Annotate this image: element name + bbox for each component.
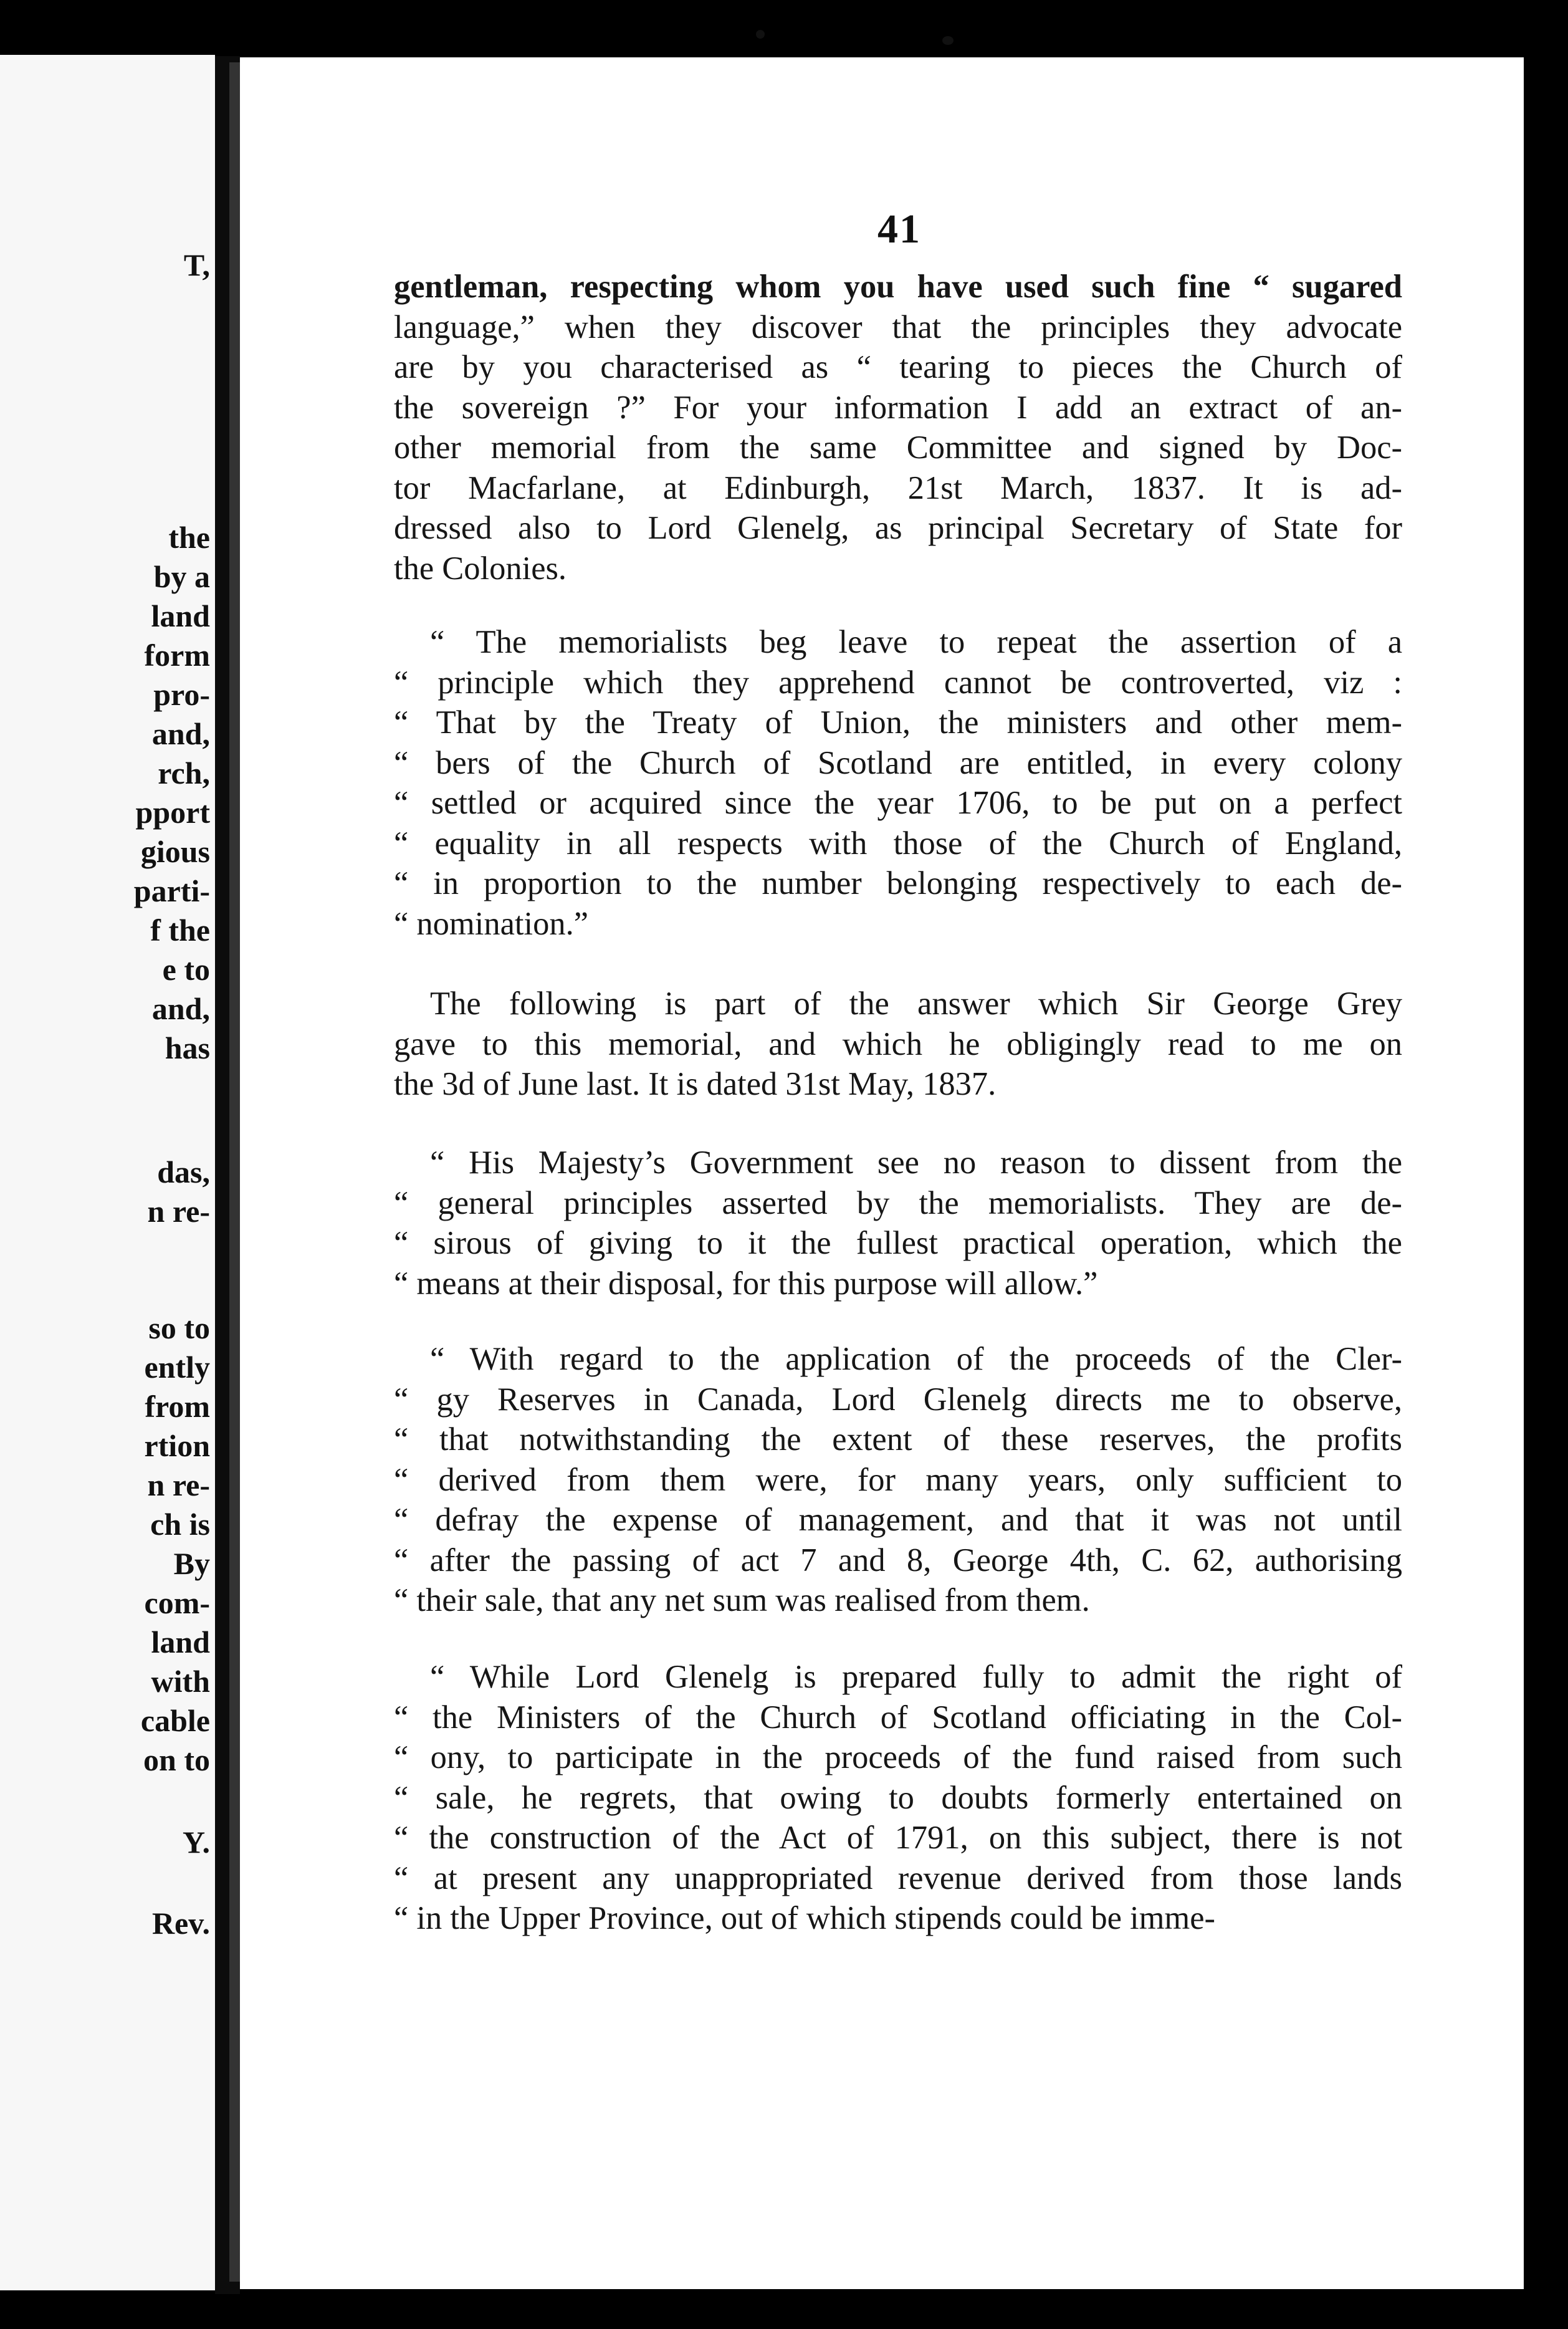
left-page-fragment: n re- [147, 1194, 210, 1229]
text-line: the sovereign ?” For your information I add an extract of an- [394, 389, 1402, 426]
text-line: “ that notwithstanding the extent of these reserves, the profits [394, 1421, 1402, 1457]
text-line: language,” when they discover that the principles they advocate [394, 309, 1402, 345]
left-page-fragment: Y. [182, 1825, 210, 1860]
left-page-fragment: pro- [153, 677, 210, 712]
text-line: “ principle which they apprehend cannot be controverted, viz : [394, 664, 1402, 701]
left-page-fragment: T, [183, 247, 210, 282]
text-line: “ ony, to participate in the proceeds of the fund raised from such [394, 1739, 1402, 1775]
text-line: “ their sale, that any net sum was realised from them. [394, 1582, 1090, 1618]
left-page-fragment: gious [140, 834, 210, 869]
text-line: “ means at their disposal, for this purpose will allow.” [394, 1265, 1098, 1302]
paragraph [394, 267, 1402, 588]
left-page-fragment: from [145, 1389, 210, 1424]
text-line: are by you characterised as “ tearing to pieces the Church of [394, 349, 1402, 385]
left-page-fragment: and, [151, 716, 210, 751]
paragraph [394, 622, 1402, 944]
left-page-fragment: ch is [150, 1507, 210, 1542]
text-line: the Colonies. [394, 550, 567, 587]
paragraph [394, 1143, 1402, 1304]
text-line: dressed also to Lord Glenelg, as principal Secretary of State for [394, 510, 1402, 546]
text-line: other memorial from the same Committee and signed by Doc- [394, 430, 1402, 466]
text-line: “ The memorialists beg leave to repeat the assertion of a [430, 624, 1402, 660]
left-page-fragment: on to [143, 1742, 210, 1777]
text-line: “ With regard to the application of the proceeds of the Cler- [430, 1341, 1402, 1377]
text-line: “ in proportion to the number belonging respectively to each de- [394, 865, 1402, 901]
text-line: “ derived from them were, for many years, only sufficient to [394, 1461, 1402, 1498]
left-page-fragment: Rev. [151, 1906, 210, 1941]
left-page-fragment: rtion [144, 1428, 210, 1463]
page-number: 41 [877, 206, 921, 252]
text-line: “ gy Reserves in Canada, Lord Glenelg directs me to observe, [394, 1381, 1402, 1418]
left-page-fragment: the [168, 520, 210, 555]
text-line: the 3d of June last. It is dated 31st May, 1837. [394, 1066, 997, 1102]
left-page-fragment: com- [144, 1585, 210, 1620]
text-line: “ the Ministers of the Church of Scotland officiating in the Col- [394, 1699, 1402, 1736]
left-page-fragment: pport [135, 795, 210, 830]
dust-speck [942, 36, 954, 45]
text-line: gave to this memorial, and which he obligingly read to me on [394, 1025, 1402, 1062]
paragraph [394, 1339, 1402, 1621]
left-page-fragment: land [151, 1625, 210, 1659]
text-line: “ sale, he regrets, that owing to doubts formerly entertained on [394, 1779, 1402, 1816]
text-line: “ bers of the Church of Scotland are entitled, in every colony [394, 744, 1402, 781]
text-line: gentleman, respecting whom you have used such fine “ sugared [394, 269, 1402, 305]
left-page-fragment: form [144, 638, 210, 673]
paragraph [394, 1657, 1402, 1939]
left-page-fragment: parti- [133, 873, 210, 908]
text-line: “ the construction of the Act of 1791, on this subject, there is not [394, 1820, 1402, 1856]
text-line: “ That by the Treaty of Union, the ministers and other mem- [394, 704, 1402, 741]
text-line: “ general principles asserted by the memorialists. They are de- [394, 1184, 1402, 1221]
left-page-fragment: e to [162, 952, 210, 987]
text-line: “ in the Upper Province, out of which stipends could be imme- [394, 1900, 1216, 1936]
paragraph [394, 984, 1402, 1105]
text-line: tor Macfarlane, at Edinburgh, 21st March, 1837. It is ad- [394, 469, 1402, 506]
left-page-fragment: cable [140, 1703, 210, 1738]
text-line: “ defray the expense of management, and that it was not until [394, 1502, 1402, 1538]
text-line: “ sirous of giving to it the fullest practical operation, which the [394, 1225, 1402, 1261]
text-line: “ at present any unappropriated revenue derived from those lands [394, 1860, 1402, 1896]
left-page-fragment: so to [148, 1310, 210, 1345]
text-line: “ While Lord Glenelg is prepared fully to admit the right of [430, 1659, 1402, 1695]
left-page-fragment: rch, [158, 756, 210, 790]
left-page-fragment: By [173, 1546, 210, 1581]
text-line: “ after the passing of act 7 and 8, George 4th, C. 62, authorising [394, 1542, 1402, 1578]
text-line: “ equality in all respects with those of the Church of England, [394, 825, 1402, 862]
text-line: “ nomination.” [394, 905, 589, 942]
dust-speck [756, 30, 765, 39]
left-page-fragment: n re- [147, 1467, 210, 1502]
left-page-fragment: ently [144, 1350, 210, 1385]
left-page-fragment: land [151, 598, 210, 633]
text-line: The following is part of the answer which Sir George Grey [430, 986, 1402, 1022]
left-page-fragment: has [165, 1030, 210, 1065]
text-line: “ His Majesty’s Government see no reason to dissent from the [430, 1145, 1402, 1181]
left-page-fragment: with [151, 1664, 210, 1699]
left-page-fragment: das, [157, 1155, 210, 1189]
left-page-fragment: and, [151, 991, 210, 1026]
left-page-fragment: f the [150, 913, 210, 948]
left-page-fragment: by a [153, 559, 210, 594]
left-page [0, 55, 215, 2290]
text-line: “ settled or acquired since the year 1706, to be put on a perfect [394, 785, 1402, 821]
